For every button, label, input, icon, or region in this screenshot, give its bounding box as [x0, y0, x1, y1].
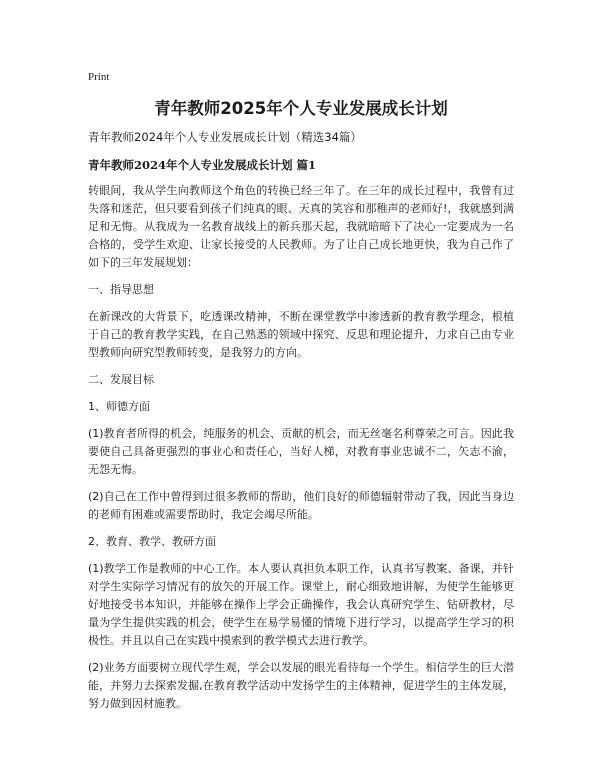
guiding-paragraph: 在新课改的大背景下，吃透课改精神，不断在课堂教学中渗透新的教育教学理念，根植于自己的教育教学实践，在自己熟悉的领域中探究、反思和理论提升，力求自己由专业型教师向研究型教师转变，是我努力的方向。 [88, 310, 514, 359]
subheading-teaching: 2、教育、教学、教研方面 [88, 535, 216, 548]
subheading-ethics: 1、师德方面 [88, 400, 150, 413]
section-heading-guiding: 一、指导思想 [88, 283, 154, 296]
document-page [88, 70, 514, 722]
intro-paragraph: 转眼间，我从学生向教师这个角色的转换已经三年了。在三年的成长过程中，我曾有过失落和迷茫，但只要看到孩子们纯真的眼、天真的笑容和那稚声的老师好!，我就感到满足和无悔。从我成为一名教育战线上的新兵那天起，我就暗暗下了决心一定要成为一名合格的，受学生欢迎、让家长接受的人民教师。为了让自己成长地更快，我为自己作了如下的三年发展规划： [88, 184, 514, 269]
document-title: 青年教师2025年个人专业发展成长计划 [154, 99, 448, 118]
print-link[interactable]: Print [88, 71, 110, 83]
ethics-paragraph-2: (2)自己在工作中曾得到过很多教师的帮助，他们良好的师德辐射带动了我，因此当身边的老师有困难或需要帮助时，我定会竭尽所能。 [88, 490, 514, 521]
document-subtitle: 青年教师2024年个人专业发展成长计划（精选34篇） [88, 130, 362, 144]
article-heading: 青年教师2024年个人专业发展成长计划 篇1 [88, 158, 317, 172]
section-heading-goals: 二、发展目标 [88, 373, 154, 386]
teaching-paragraph-1: (1)教学工作是教师的中心工作。本人要认真担负本职工作，认真书写教案、备课，并针对学生实际学习情况有的放矢的开展工作。课堂上，耐心细致地讲解，为使学生能够更好地接受书本知识，并能够在操作上学会正确操作，我会认真研究学生、钻研教材，尽量为学生提供实践的机会，使学生在易学易懂的情境下进行学习，以提高学生学习的积极性。并且以自己在实践中摸索到的教学模式去进行教学。 [88, 562, 514, 647]
ethics-paragraph-1: (1)教育者所得的机会，纯服务的机会、贡献的机会，而无丝毫名利尊荣之可言。因此我要使自己具备更强烈的事业心和责任心，当好人梯，对教育事业忠诚不二，矢志不渝，无怨无悔。 [88, 427, 514, 476]
teaching-paragraph-2: (2)业务方面要树立现代学生观，学会以发展的眼光看待每一个学生。相信学生的巨大潜能，并努力去探索发掘,在教育教学活动中发扬学生的主体精神，促进学生的主体发展，努力做到因材施教。 [88, 661, 514, 710]
